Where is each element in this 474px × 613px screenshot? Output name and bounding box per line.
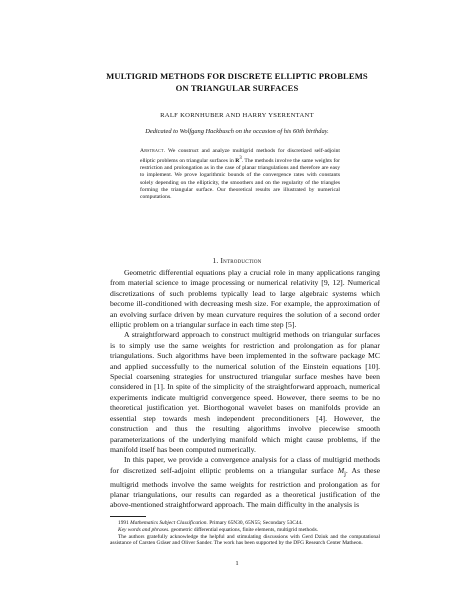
footnotes xyxy=(110,520,380,547)
page-number: 1 xyxy=(235,560,239,567)
paragraph-3-pre: In this paper, we provide a convergence analysis for a class of multigrid methods for discretized self-adjoint elliptic problems on a triangular surface xyxy=(110,455,380,475)
footnote-msc-year: 1991 xyxy=(118,520,131,526)
footnote-msc xyxy=(110,520,380,527)
abstract-text-post: . The methods involve the same weights for restriction and prolongation as in the case of planar triangulations and therefore are easy to implement. We prove logarithmic bounds of the convergence rates with constants solely depending on the ellipticity, the smoothers and on the regularity of the triangles forming the triangular surface. Our theoretical results are illustrated by numerical computations. xyxy=(140,158,340,201)
footnote-msc-text: Primary 65N30, 65N55; Secondary 53C44. xyxy=(207,520,303,526)
abstract-math-r: R xyxy=(235,158,240,165)
footnote-keywords-label: Key words and phrases. xyxy=(118,526,170,533)
paper-title xyxy=(0,70,474,94)
body-text xyxy=(110,268,380,511)
abstract-label: Abstract. xyxy=(140,148,166,154)
paragraph-3-math-m: M xyxy=(337,465,345,475)
title-line-1: MULTIGRID METHODS FOR DISCRETE ELLIPTIC PROBLEMS xyxy=(106,71,368,81)
title-line-2: ON TRIANGULAR SURFACES xyxy=(175,83,299,93)
abstract xyxy=(140,148,340,201)
footnote-rule xyxy=(110,516,146,517)
section-heading: 1. Introduction xyxy=(212,256,262,265)
abstract-math-exp: 3 xyxy=(239,156,242,162)
author-list: RALF KORNHUBER AND HARRY YSERENTANT xyxy=(160,112,314,119)
paragraph-3-post: . As these multigrid methods involve the same weights for restriction and prolongation as for planar triangulations, our results can regarded as a theoretical justification of the above-mentioned straightforward approach. The main difficulty in the analysis is xyxy=(110,465,380,510)
abstract-text-pre: We construct and analyze multigrid methods for discretized self-adjoint elliptic problems on triangular surfaces in xyxy=(140,148,340,165)
paragraph-2: A straightforward approach to construct multigrid methods on triangular surfaces is to simply use the same weights for restriction and prolongation as for planar triangulations. Such algorithms have been implemented in the software package MC and applied successfully to the numerical solution of the Einstein equations [10]. Special coarsening strategies for unstructured triangular surface meshes have been considered in [1]. In spite of the simplicity of the straightforward approach, numerical experiments indicate multigrid convergence speed. However, there seems to be no theoretical justification yet. Biorthogonal wavelet bases on manifolds provide an essential step towards mesh independent preconditioners [4]. However, the construction and thus the resulting algorithms involve piecewise smooth parameterizations of the underlying manifold which might cause problems, if the manifold itself has been computed numerically. xyxy=(110,330,380,454)
footnote-acknowledgment: The authors gratefully acknowledge the helpful and stimulating discussions with Gerd Dziuk and the computational assistance of Carsten Gräser and Oliver Sander. The work has been supported by the DFG Research Center Matheon. xyxy=(110,533,380,547)
footnote-keywords xyxy=(110,527,380,534)
paragraph-1: Geometric differential equations play a crucial role in many applications ranging from material science to image processing or numerical relativity [9, 12]. Numerical discretizations of such problems typically lead to large algebraic systems which become ill-conditioned with decreasing mesh size. For example, the approximation of an evolving surface driven by mean curvature requires the solution of a second order elliptic problem on a triangular surface in each time step [5]. xyxy=(110,268,380,330)
footnote-keywords-text: geometric differential equations, finite elements, multigrid methods. xyxy=(169,526,319,533)
paragraph-3 xyxy=(110,455,380,511)
dedication: Dedicated to Wolfgang Hackbusch on the occasion of his 60th birthday. xyxy=(145,128,329,135)
paragraph-3-math-sub: j xyxy=(344,470,346,478)
footnote-msc-label: Mathematics Subject Classification. xyxy=(130,520,208,526)
